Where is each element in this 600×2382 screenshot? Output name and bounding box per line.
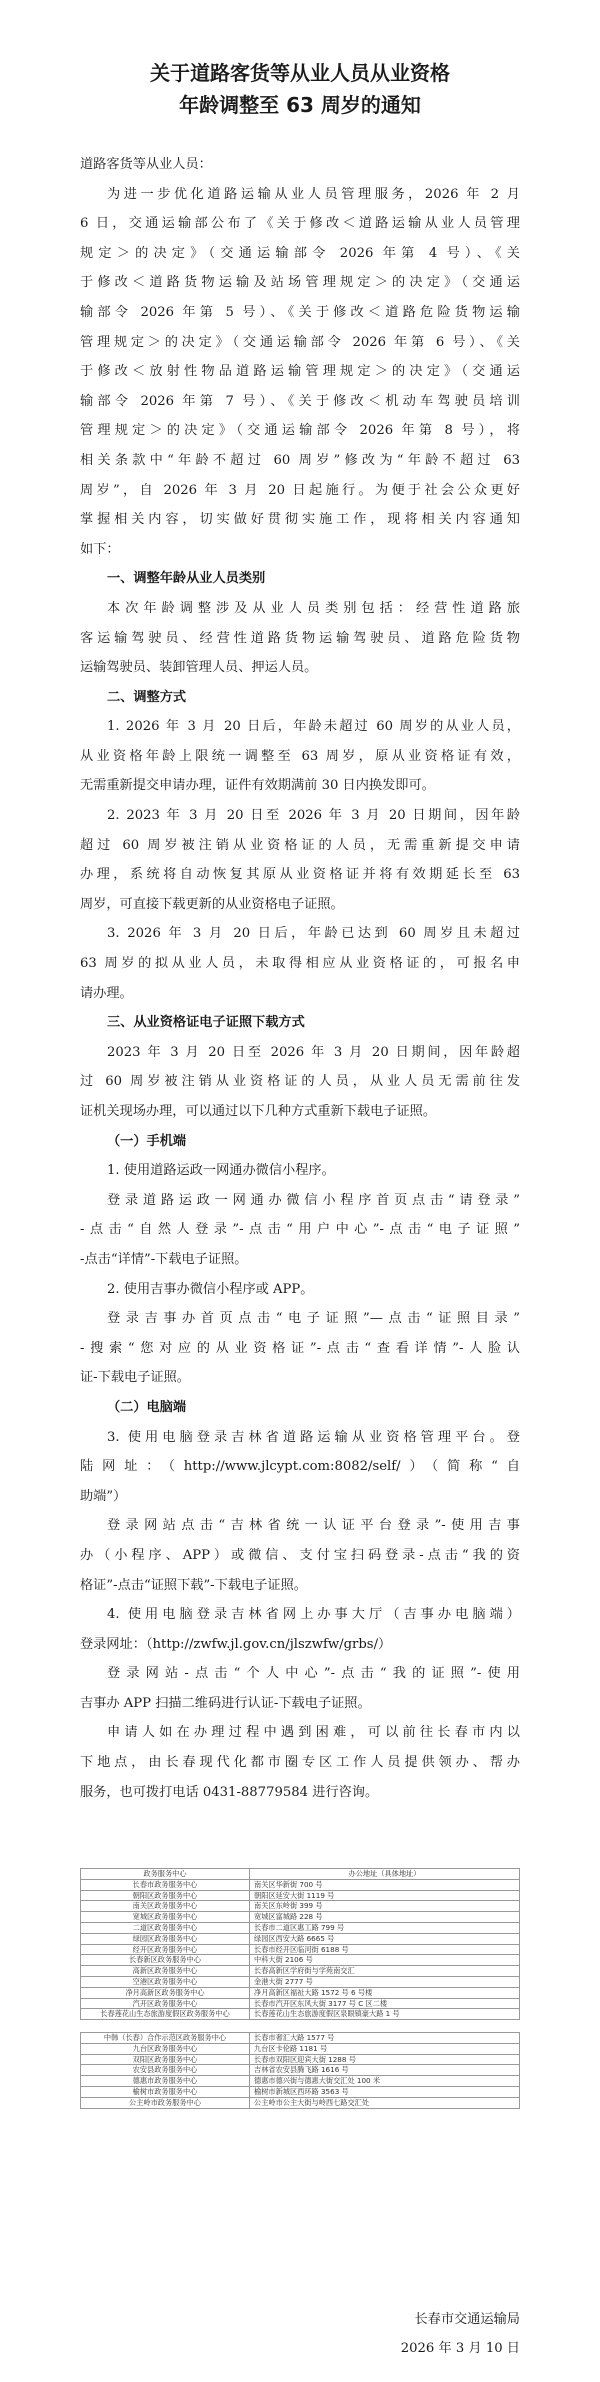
- table-header-row: [81, 1869, 520, 1880]
- center-name-cell: 净月高新区政务服务中心: [81, 1987, 250, 1998]
- table-row: [81, 1890, 520, 1901]
- table-row: [81, 1998, 520, 2009]
- title-line-1: 关于道路客货等从业人员从业资格: [150, 61, 450, 85]
- center-name-cell: 朝阳区政务服务中心: [81, 1890, 250, 1901]
- method-line: 格证”-点击“证照下载”-下载电子证照。: [80, 1577, 307, 1593]
- notice-body: [80, 150, 520, 1807]
- subsection-heading: （二）电脑端: [107, 1399, 187, 1415]
- table-row: [81, 1922, 520, 1933]
- center-address-cell: 长春市奢汇大路 1577 号: [250, 2033, 520, 2044]
- center-address-cell: 德惠市德兴街与德惠大街交汇处 100 米: [250, 2076, 520, 2087]
- table-header-center: 政务服务中心: [81, 1869, 250, 1880]
- intro-line: 输部令 2026 年第 7 号）、《关于修改＜机动车驾驶员培训: [80, 393, 520, 409]
- table-header-address: 办公地址（具体地址）: [250, 1869, 520, 1880]
- center-address-cell: 朝阳区延安大街 1119 号: [250, 1890, 520, 1901]
- method-line: 办（小程序、APP）或微信、支付宝扫码登录-点击“我的资: [80, 1547, 520, 1563]
- method-line: 陆网址：（http://www.jlcypt.com:8082/self/）（简称“自: [80, 1459, 520, 1475]
- center-name-cell: 榆树市政务服务中心: [81, 2086, 250, 2097]
- center-address-cell: 南关区东岭街 399 号: [250, 1901, 520, 1912]
- method-line: 吉事办 APP 扫描二维码进行认证-下载电子证照。: [80, 1695, 371, 1711]
- intro-line: 规定＞的决定》（交通运输部令 2026 年第 4 号）、《关: [80, 245, 520, 261]
- closing-line: 下地点，由长春现代化都市圈专区工作人员提供领办、帮办: [80, 1755, 520, 1771]
- table-row: [81, 1987, 520, 1998]
- center-name-cell: 二道区政务服务中心: [81, 1922, 250, 1933]
- center-name-cell: 农安县政务服务中心: [81, 2065, 250, 2076]
- method-line: 登录网站-点击“个人中心”-点击“我的证照”-使用: [107, 1666, 520, 1682]
- service-center-table-1: [80, 1868, 520, 2020]
- table-row: [81, 1976, 520, 1987]
- center-address-cell: 吉林省农安县腾飞路 1616 号: [250, 2065, 520, 2076]
- table-row: [81, 1879, 520, 1890]
- table-row: [81, 1912, 520, 1923]
- section-heading: 一、调整年龄从业人员类别: [107, 571, 266, 587]
- section-line: 无需重新提交申请办理，证件有效期满前 30 日内换发即可。: [80, 778, 435, 794]
- issuer-name: 长春市交通运输局: [414, 2312, 520, 2327]
- center-address-cell: 长春市双阳区迎宾大街 1288 号: [250, 2054, 520, 2065]
- section-line: 证机关现场办理，可以通过以下几种方式重新下载电子证照。: [80, 1104, 437, 1119]
- table-row: [81, 1944, 520, 1955]
- center-name-cell: 南关区政务服务中心: [81, 1901, 250, 1912]
- section-line: 过 60 周岁被注销从业资格证的人员，从业人员无需前往发: [80, 1074, 520, 1090]
- center-address-cell: 公主岭市公主大街与岭西七路交汇处: [250, 2097, 520, 2108]
- table-row: [81, 1901, 520, 1912]
- subsection-heading: （一）手机端: [107, 1133, 187, 1149]
- intro-line: 于修改＜道路货物运输及站场管理规定＞的决定》（交通运: [80, 275, 520, 291]
- table-row: [81, 2076, 520, 2087]
- center-name-cell: 德惠市政务服务中心: [81, 2076, 250, 2087]
- section-line: 超过 60 周岁被注销从业资格证的人员，无需重新提交申请: [80, 837, 520, 853]
- center-address-cell: 长春市二道区惠工路 799 号: [250, 1922, 520, 1933]
- center-name-cell: 长春市政务服务中心: [81, 1879, 250, 1890]
- method-line: 3. 使用电脑登录吉林省道路运输从业资格管理平台。登: [107, 1429, 520, 1445]
- intro-line: 管理规定＞的决定》（交通运输部令 2026 年第 6 号）、《关: [80, 334, 520, 350]
- salutation: 道路客货等从业人员：: [80, 157, 212, 172]
- center-name-cell: 九台区政务服务中心: [81, 2043, 250, 2054]
- section-line: 2023 年 3 月 20 日至 2026 年 3 月 20 日期间，因年龄超: [107, 1044, 520, 1060]
- section-line: 从业资格年龄上限统一调整至 63 周岁，原从业资格证有效，: [80, 748, 520, 764]
- method-line: 助端”）: [80, 1488, 127, 1504]
- center-name-cell: 经开区政务服务中心: [81, 1944, 250, 1955]
- section-line: 2. 2023 年 3 月 20 日至 2026 年 3 月 20 日期间，因年龄: [107, 808, 520, 824]
- intro-line: 6 日，交通运输部公布了《关于修改＜道路运输从业人员管理: [80, 216, 520, 232]
- center-address-cell: 宽城区富城路 228 号: [250, 1912, 520, 1923]
- method-line: 登录网站点击“吉林省统一认证平台登录”-使用吉事: [107, 1518, 520, 1534]
- table-row: [81, 2009, 520, 2020]
- center-name-cell: 双阳区政务服务中心: [81, 2054, 250, 2065]
- table-row: [81, 2043, 520, 2054]
- section-heading: 三、从业资格证电子证照下载方式: [107, 1015, 305, 1031]
- issue-date: 2026 年 3 月 10 日: [400, 2341, 520, 2356]
- intro-line: 掌握相关内容，切实做好贯彻实施工作，现将相关内容通知: [80, 512, 520, 528]
- method-line: 登录网址：（http://zwfw.jl.gov.cn/jlszwfw/grbs/）: [80, 1636, 392, 1652]
- center-address-cell: 绿园区西安大路 6665 号: [250, 1933, 520, 1944]
- closing-line: 服务，也可拨打电话 0431-88779584 进行咨询。: [80, 1784, 379, 1800]
- center-address-cell: 长春莲花山生态旅游度假区泉眼镇豪大路 1 号: [250, 2009, 520, 2020]
- section-line: 3. 2026 年 3 月 20 日后，年龄已达到 60 周岁且未超过: [107, 926, 520, 942]
- method-title: 2. 使用吉事办微信小程序或 APP。: [107, 1281, 314, 1297]
- intro-line: 管理规定＞的决定》（交通运输部令 2026 年第 8 号），将: [80, 423, 520, 439]
- center-address-cell: 金港大街 2777 号: [250, 1976, 520, 1987]
- section-line: 1. 2026 年 3 月 20 日后，年龄未超过 60 周岁的从业人员，: [107, 719, 520, 735]
- intro-line: 相关条款中“年龄不超过 60 周岁”修改为“年龄不超过 63: [80, 452, 520, 468]
- center-address-cell: 长春市经开区临河街 6188 号: [250, 1944, 520, 1955]
- method-line: 证-下载电子证照。: [80, 1370, 190, 1386]
- section-line: 63 周岁的拟从业人员，未取得相应从业资格证的，可报名申: [80, 956, 520, 972]
- title-line-2: 年龄调整至 63 周岁的通知: [179, 93, 421, 117]
- closing-line: 申请人如在办理过程中遇到困难，可以前往长春市内以: [107, 1725, 520, 1741]
- section-line: 本次年龄调整涉及从业人员类别包括：经营性道路旅: [107, 600, 520, 616]
- table-row: [81, 2054, 520, 2065]
- center-name-cell: 中韩（长春）合作示范区政务服务中心: [81, 2033, 250, 2044]
- table-row: [81, 1966, 520, 1977]
- center-address-cell: 中科大街 2106 号: [250, 1955, 520, 1966]
- center-name-cell: 高新区政务服务中心: [81, 1966, 250, 1977]
- center-address-cell: 净月高新区福祉大路 1572 号 6 号楼: [250, 1987, 520, 1998]
- method-line: 登录道路运政一网通办微信小程序首页点击“请登录”: [107, 1192, 520, 1208]
- center-name-cell: 绿园区政务服务中心: [81, 1933, 250, 1944]
- center-address-cell: 长春高新区学府街与学苑南交汇: [250, 1966, 520, 1977]
- intro-line: 输部令 2026 年第 5 号）、《关于修改＜道路危险货物运输: [80, 304, 520, 320]
- section-heading: 二、调整方式: [107, 689, 187, 705]
- section-line: 周岁，可直接下载更新的从业资格电子证照。: [80, 896, 344, 912]
- center-name-cell: 公主岭市政务服务中心: [81, 2097, 250, 2108]
- table-row: [81, 2065, 520, 2076]
- section-line: 请办理。: [80, 985, 133, 1001]
- table-row: [81, 2086, 520, 2097]
- center-name-cell: 汽开区政务服务中心: [81, 1998, 250, 2009]
- table-row: [81, 2033, 520, 2044]
- method-line: -点击“自然人登录”-点击“用户中心”-点击“电子证照”: [80, 1222, 520, 1238]
- method-line: -搜索“您对应的从业资格证”-点击“查看详情”-人脸认: [80, 1340, 520, 1356]
- table-row: [81, 1933, 520, 1944]
- center-name-cell: 长春莲花山生态旅游度假区政务服务中心: [81, 2009, 250, 2020]
- section-line: 运输驾驶员、装卸管理人员、押运人员。: [80, 660, 318, 676]
- section-line: 办理，系统将自动恢复其原从业资格证并将有效期延长至 63: [80, 867, 520, 883]
- table-row: [81, 2097, 520, 2108]
- method-line: -点击“详情”-下载电子证照。: [80, 1251, 248, 1267]
- center-address-cell: 长春市汽开区东风大街 3177 号 C 区二楼: [250, 1998, 520, 2009]
- method-line: 4. 使用电脑登录吉林省网上办事大厅（吉事办电脑端）: [107, 1607, 520, 1623]
- service-center-table-2: [80, 2032, 520, 2109]
- intro-line: 为进一步优化道路运输从业人员管理服务，2026 年 2 月: [107, 186, 520, 202]
- center-name-cell: 长春新区政务服务中心: [81, 1955, 250, 1966]
- section-line: 客运输驾驶员、经营性道路货物运输驾驶员、道路危险货物: [80, 630, 520, 646]
- intro-line: 周岁”，自 2026 年 3 月 20 日起施行。为便于社会公众更好: [80, 482, 520, 498]
- center-name-cell: 宽城区政务服务中心: [81, 1912, 250, 1923]
- intro-line: 于修改＜放射性物品道路运输管理规定＞的决定》（交通运: [80, 364, 520, 380]
- center-address-cell: 榆树市新城区西环路 3563 号: [250, 2086, 520, 2097]
- table-row: [81, 1955, 520, 1966]
- signature-block: [401, 2305, 520, 2363]
- intro-line: 如下：: [80, 541, 120, 557]
- method-title: 1. 使用道路运政一网通办微信小程序。: [107, 1163, 335, 1179]
- method-line: 登录吉事办首页点击“电子证照”—点击“证照目录”: [107, 1311, 520, 1327]
- center-address-cell: 南关区华新街 700 号: [250, 1879, 520, 1890]
- center-address-cell: 九台区卡伦路 1181 号: [250, 2043, 520, 2054]
- center-name-cell: 空港区政务服务中心: [81, 1976, 250, 1987]
